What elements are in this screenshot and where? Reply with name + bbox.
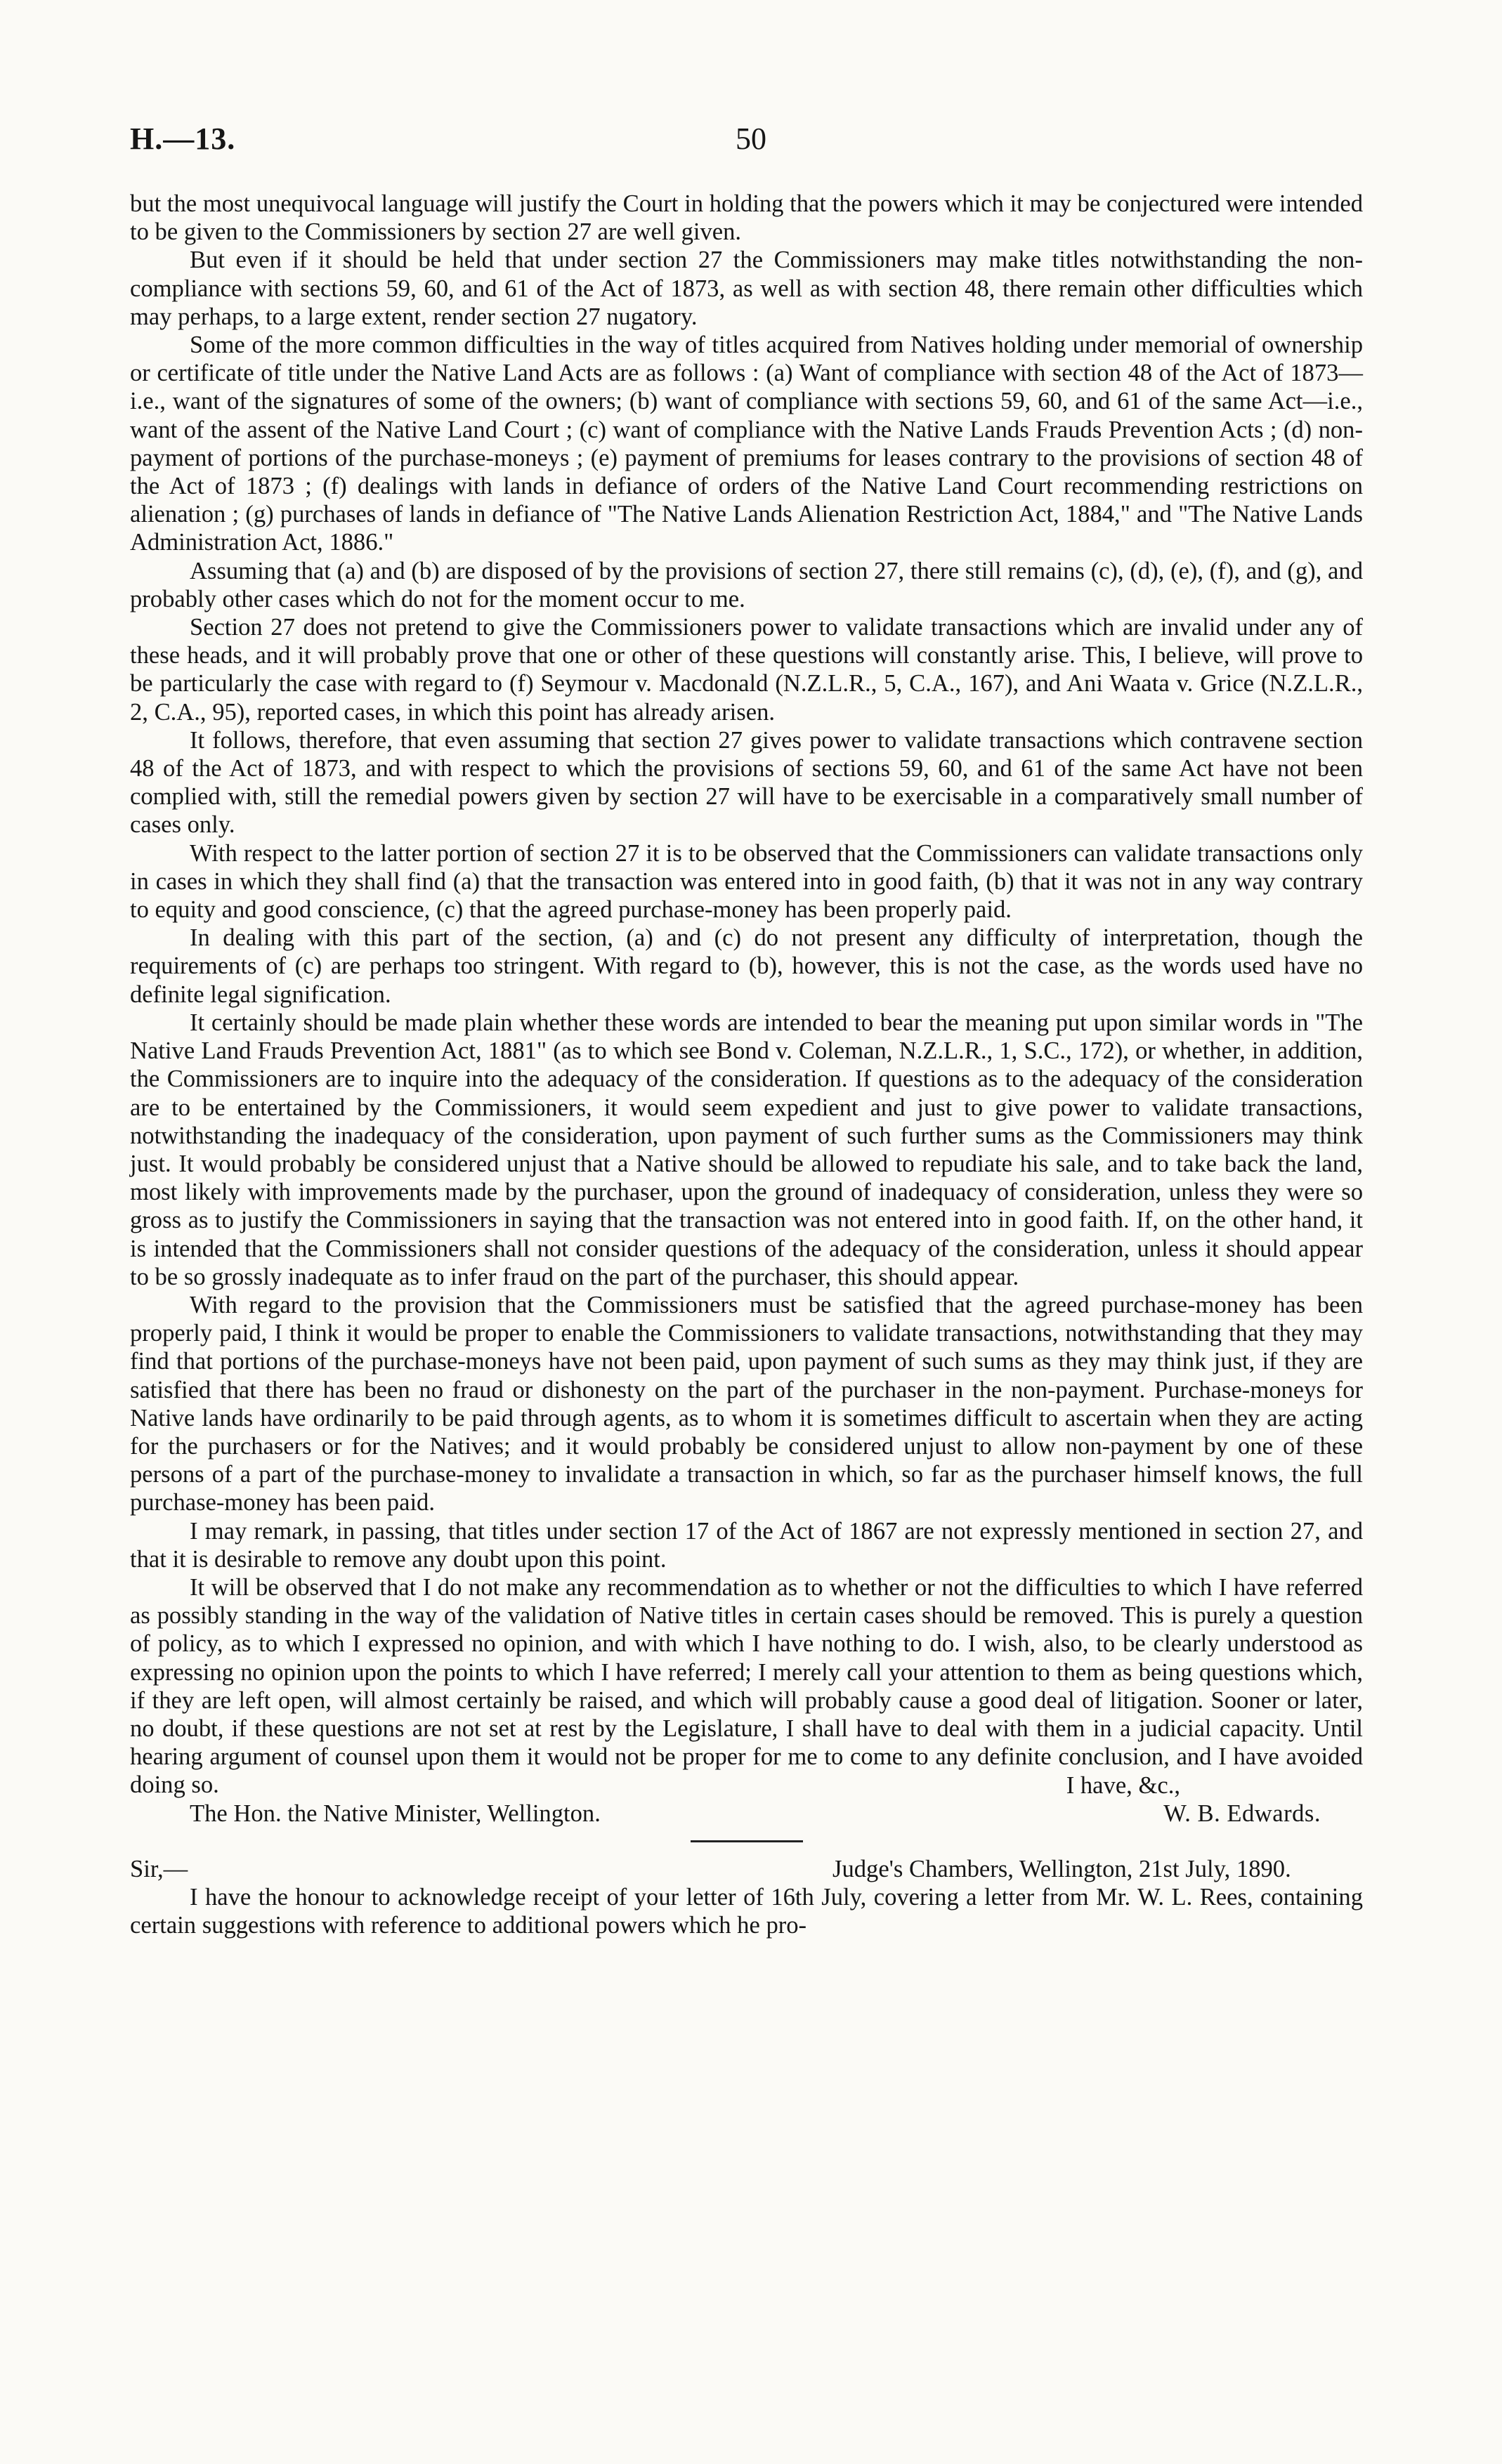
paragraph-1: but the most unequivocal language will justify the Court in holding that the powers which it may be conjectured were intended to be given to the Commissioners by section 27 are well given. — [130, 190, 1363, 246]
paragraph-8: In dealing with this part of the section, (a) and (c) do not present any difficulty of interpretation, though the requirements of (c) are perhaps too stringent. With regard to (b), however, this is not the case, as the words used have no definite legal signification. — [130, 924, 1363, 1008]
salutation: Sir,— — [130, 1855, 188, 1882]
next-letter-head — [130, 1852, 1363, 1883]
paragraph-6: It follows, therefore, that even assuming that section 27 gives power to validate transactions which contravene section 48 of the Act of 1873, and with respect to which the provisions of sections 59, 60, and 61 of the same Act have not been complied with, still the remedial powers given by section 27 will have to be exercisable in a comparatively small number of cases only. — [130, 726, 1363, 839]
dateline: Judge's Chambers, Wellington, 21st July, 1890. — [832, 1855, 1291, 1882]
paragraph-10: With regard to the provision that the Commissioners must be satisfied that the agreed purchase-money has been properly paid, I think it would be proper to enable the Commissioners to validate transactions, notwithstanding that they may find that portions of the purchase-moneys have not been paid, upon payment of such sums as they may think just, if they are satisfied that there has been no fraud or dishonesty on the part of the purchaser in the non-payment. Purchase-moneys for Native lands have ordinarily to be paid through agents, as to whom it is sometimes difficult to ascertain when they are acting for the purchasers or for the Natives; and it would probably be considered unjust to allow non-payment by one of these persons of a part of the purchase-money to invalidate a transaction in which, so far as the purchaser himself knows, the full purchase-money has been paid. — [130, 1291, 1363, 1516]
paragraph-12: It will be observed that I do not make any recommendation as to whether or not the difficulties to which I have referred as possibly standing in the way of the validation of Native titles in certain cases should be removed. This is purely a question of policy, as to which I expressed no opinion, and with which I have nothing to do. I wish, also, to be clearly understood as expressing no opinion upon the points to which I have referred; I merely call your attention to them as being questions which, if they are left open, will almost certainly be raised, and which will probably cause a good deal of litigation. Sooner or later, no doubt, if these questions are not set at rest by the Legislature, I shall have to deal with them in a judicial capacity. Until hearing argument of counsel upon them it would not be proper for me to come to any definite conclusion, and I have avoided doing so. — [130, 1573, 1363, 1799]
paragraph-2: But even if it should be held that under section 27 the Commissioners may make titles notwithstanding the non-compliance with sections 59, 60, and 61 of the Act of 1873, as well as with section 48, there remain other difficulties which may perhaps, to a large extent, render section 27 nugatory. — [130, 247, 1363, 330]
paragraph-9: It certainly should be made plain whether these words are intended to bear the meaning put upon similar words in "The Native Land Frauds Prevention Act, 1881" (as to which see Bond v. Coleman, N.Z.L.R., 1, S.C., 172), or whether, in addition, the Commissioners are to inquire into the adequacy of the consideration. If questions as to the adequacy of the consideration are to be entertained by the Commissioners, it would seem expedient and just to give power to validate transactions, notwithstanding the inadequacy of the consideration, upon payment of such further sums as the Commissioners may think just. It would probably be considered unjust that a Native should be allowed to repudiate his sale, and to take back the land, most likely with improvements made by the purchaser, upon the ground of inadequacy of consideration, unless they were so gross as to justify the Commissioners in saying that the transaction was not entered into in good faith. If, on the other hand, it is intended that the Commissioners shall not consider questions of the adequacy of the consideration, unless it should appear to be so grossly inadequate as to infer fraud on the part of the purchaser, this should appear. — [130, 1009, 1363, 1290]
section-divider — [691, 1840, 803, 1842]
paragraph-5: Section 27 does not pretend to give the Commissioners power to validate transactions which are invalid under any of these heads, and it will probably prove that one or other of these questions will constantly arise. This, I believe, will prove to be particularly the case with regard to (f) Seymour v. Macdonald (N.Z.L.R., 5, C.A., 167), and Ani Waata v. Grice (N.Z.L.R., 2, C.A., 95), reported cases, in which this point has already arisen. — [130, 614, 1363, 726]
paragraph-11: I may remark, in passing, that titles under section 17 of the Act of 1867 are not expressly mentioned in section 27, and that it is desirable to remove any doubt upon this point. — [130, 1517, 1363, 1573]
page-number: 50 — [736, 122, 766, 156]
next-letter-opening: I have the honour to acknowledge receipt of your letter of 16th July, covering a letter from Mr. W. L. Rees, containing certain suggestions with reference to additional powers which he pro- — [130, 1883, 1363, 1939]
document-reference: H.—13. — [130, 122, 236, 156]
paragraph-4: Assuming that (a) and (b) are disposed of by the provisions of section 27, there still remains (c), (d), (e), (f), and (g), and probably other cases which do not for the moment occur to me. — [130, 557, 1363, 612]
addressee: The Hon. the Native Minister, Wellington. — [190, 1800, 601, 1827]
paragraph-3: Some of the more common difficulties in the way of titles acquired from Natives holding under memorial of ownership or certificate of title under the Native Land Acts are as follows : (a) Want of compliance with section 48 of the Act of 1873—i.e., want of the signatures of some of the owners; (b) want of compliance with sections 59, 60, and 61 of the same Act—i.e., want of the assent of the Native Land Court ; (c) want of compliance with the Native Lands Frauds Prevention Acts ; (d) non-payment of portions of the purchase-moneys ; (e) payment of premiums for leases contrary to the provisions of section 48 of the Act of 1873 ; (f) dealings with lands in defiance of orders of the Native Land Court recommending restrictions on alienation ; (g) purchases of lands in defiance of "The Native Lands Alienation Restriction Act, 1884," and "The Native Lands Administration Act, 1886." — [130, 332, 1363, 556]
paragraph-7: With respect to the latter portion of section 27 it is to be observed that the Commissioners can validate transactions only in cases in which they shall find (a) that the transaction was entered into in good faith, (b) that it was not in any way contrary to equity and good conscience, (c) that the agreed purchase-money has been properly paid. — [130, 839, 1363, 924]
valediction: I have, &c., — [1066, 1771, 1180, 1799]
signature: W. B. Edwards. — [1163, 1800, 1321, 1827]
letter-body — [130, 190, 1363, 1939]
letter-closing — [130, 1771, 1363, 1828]
page-header — [130, 121, 1372, 160]
